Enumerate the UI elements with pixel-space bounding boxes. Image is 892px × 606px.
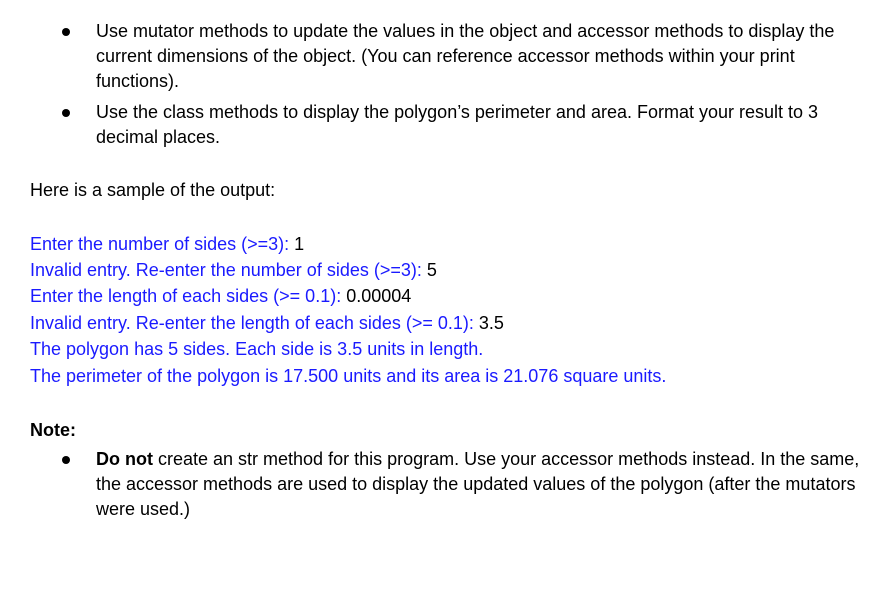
note-body: create an str method for this program. Use your accessor methods instead. In the same, the accessor methods are used to display the updated values of the polygon (after the mutators were used.) — [96, 449, 860, 519]
sample-heading: Here is a sample of the output: — [30, 180, 276, 200]
note-bullet-item — [0, 447, 892, 522]
bullet-dot-icon — [62, 109, 70, 117]
output-prompt: Invalid entry. Re-enter the number of sides (>=3): — [30, 260, 427, 280]
bullet-dot-icon — [62, 28, 70, 36]
output-prompt: The polygon has 5 sides. Each side is 3.5 units in length. — [30, 339, 484, 359]
bullet-item — [0, 100, 892, 150]
output-line — [30, 258, 437, 283]
bullet-item — [0, 19, 892, 94]
output-input: 5 — [426, 260, 437, 280]
output-line — [30, 232, 304, 257]
output-prompt: Enter the length of each sides (>= 0.1): — [30, 286, 347, 306]
bullet-dot-icon — [62, 456, 70, 464]
output-input: 1 — [294, 234, 305, 254]
output-line — [30, 337, 483, 362]
note-bold-lead: Do not — [96, 449, 153, 469]
output-prompt: Invalid entry. Re-enter the length of each sides (>= 0.1): — [30, 313, 479, 333]
output-line — [30, 284, 411, 309]
bullet-text: Use mutator methods to update the values in the object and accessor methods to display the current dimensions of the object. (You can reference accessor methods within your print functions). — [96, 21, 835, 91]
output-prompt: The perimeter of the polygon is 17.500 units and its area is 21.076 square units. — [30, 366, 667, 386]
note-bullet-text — [96, 447, 866, 522]
note-heading: Note: — [30, 420, 76, 440]
output-line — [30, 311, 504, 336]
bullet-text: Use the class methods to display the polygon’s perimeter and area. Format your result to 3 decimal places. — [96, 102, 819, 147]
output-input: 3.5 — [478, 313, 504, 333]
output-line — [30, 364, 666, 389]
output-input: 0.00004 — [346, 286, 412, 306]
output-prompt: Enter the number of sides (>=3): — [30, 234, 295, 254]
